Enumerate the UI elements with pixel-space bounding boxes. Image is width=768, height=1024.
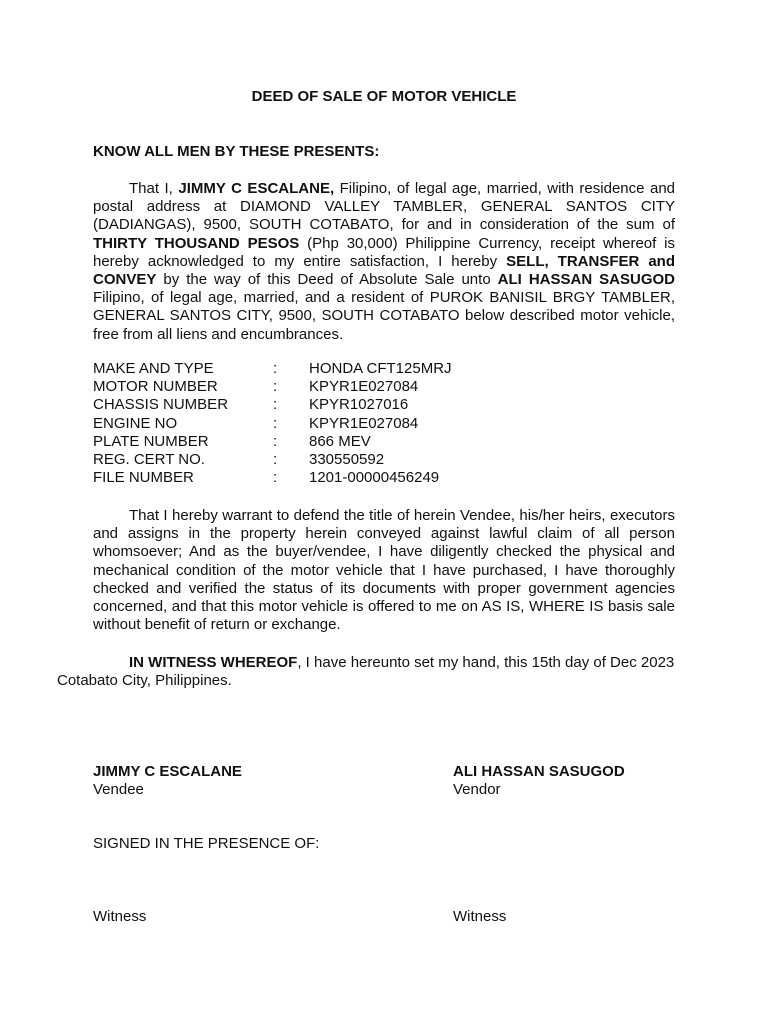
vendor-name-inline: JIMMY C ESCALANE, [178,180,335,197]
signature-block-right [453,763,625,799]
sale-amount: THIRTY THOUSAND PESOS [93,234,300,252]
witness-lead: IN WITNESS WHEREOF [129,654,298,671]
detail-colon: : [273,469,278,487]
detail-colon: : [273,396,278,414]
detail-colon: : [273,450,278,468]
detail-label: MOTOR NUMBER [93,378,218,396]
para1-text-5: Filipino, of legal age, married, and a resident of PUROK BANISIL BRGY TAMBLER, GENERAL SANTOS CITY, 9500, SOUTH COTABATO below described motor vehicle, free from all liens and encumbrances. [93,289,675,343]
detail-colon: : [273,378,278,396]
sale-paragraph [93,180,675,344]
witness-label-right: Witness [453,908,507,925]
para1-text-3: (Php 30,000) Philippine Currency, receipt whereof is hereby acknowledged to my entire satisfaction, I hereby [93,234,675,270]
witness-paragraph [57,654,675,690]
detail-row [93,378,675,396]
preamble-heading: KNOW ALL MEN BY THESE PRESENTS: [93,143,380,160]
detail-row [93,396,675,414]
vendee-name-inline: ALI HASSAN SASUGOD [497,271,675,289]
detail-row [93,451,675,469]
para1-text-2: Filipino, of legal age, married, with residence and postal address at DIAMOND VALLEY TAMBLER, GENERAL SANTOS CITY (DADIANGAS), 9500, SOUTH COTABATO, for and in consideration of the sum of [93,180,675,234]
para1-text-4: by the way of this Deed of Absolute Sale unto [156,271,498,289]
detail-row [93,433,675,451]
signature-block-left [93,763,242,799]
document-title: DEED OF SALE OF MOTOR VEHICLE [251,88,517,105]
detail-row [93,415,675,433]
detail-label: FILE NUMBER [93,469,194,487]
vehicle-details [93,360,675,487]
detail-row [93,469,675,487]
detail-label: MAKE AND TYPE [93,360,214,377]
presence-heading: SIGNED IN THE PRESENCE OF: [93,835,320,852]
witness-label-left: Witness [93,908,147,925]
sale-action: SELL, TRANSFER and CONVEY [93,252,676,289]
signatory-name: ALI HASSAN SASUGOD [453,763,625,780]
detail-value: 1201-00000456249 [309,469,440,487]
signing-place: Cotabato City, Philippines. [57,672,232,690]
detail-value: KPYR1E027084 [309,378,419,396]
detail-label: PLATE NUMBER [93,432,209,450]
signatory-name: JIMMY C ESCALANE [93,763,242,780]
signatory-role: Vendee [93,781,144,799]
para1-text-1: That I, [129,180,179,197]
witness-text: , I have hereunto set my hand, this 15th day of Dec 2023 [297,654,675,671]
document-page [57,0,676,1024]
detail-value: KPYR1027016 [309,396,409,414]
detail-label: CHASSIS NUMBER [93,396,229,414]
detail-colon: : [273,360,278,377]
detail-colon: : [273,414,278,432]
detail-value: KPYR1E027084 [309,414,419,432]
detail-value: 330550592 [309,450,385,468]
detail-label: REG. CERT NO. [93,450,205,468]
signatory-role: Vendor [453,781,501,799]
detail-row [93,360,675,378]
detail-label: ENGINE NO [93,414,178,432]
detail-value: HONDA CFT125MRJ [309,360,452,377]
detail-colon: : [273,432,278,450]
detail-value: 866 MEV [309,432,371,450]
warranty-paragraph: That I hereby warrant to defend the title of herein Vendee, his/her heirs, executors and assigns in the property herein conveyed against lawful claim of all person whomsoever; And as the buyer/vendee, I have diligently checked the physical and mechanical condition of the motor vehicle that I have purchased, I have thoroughly checked and verified the status of its documents with proper government agencies concerned, and that this motor vehicle is offered to me on AS IS, WHERE IS basis sale without benefit of return or exchange. [93,507,675,634]
